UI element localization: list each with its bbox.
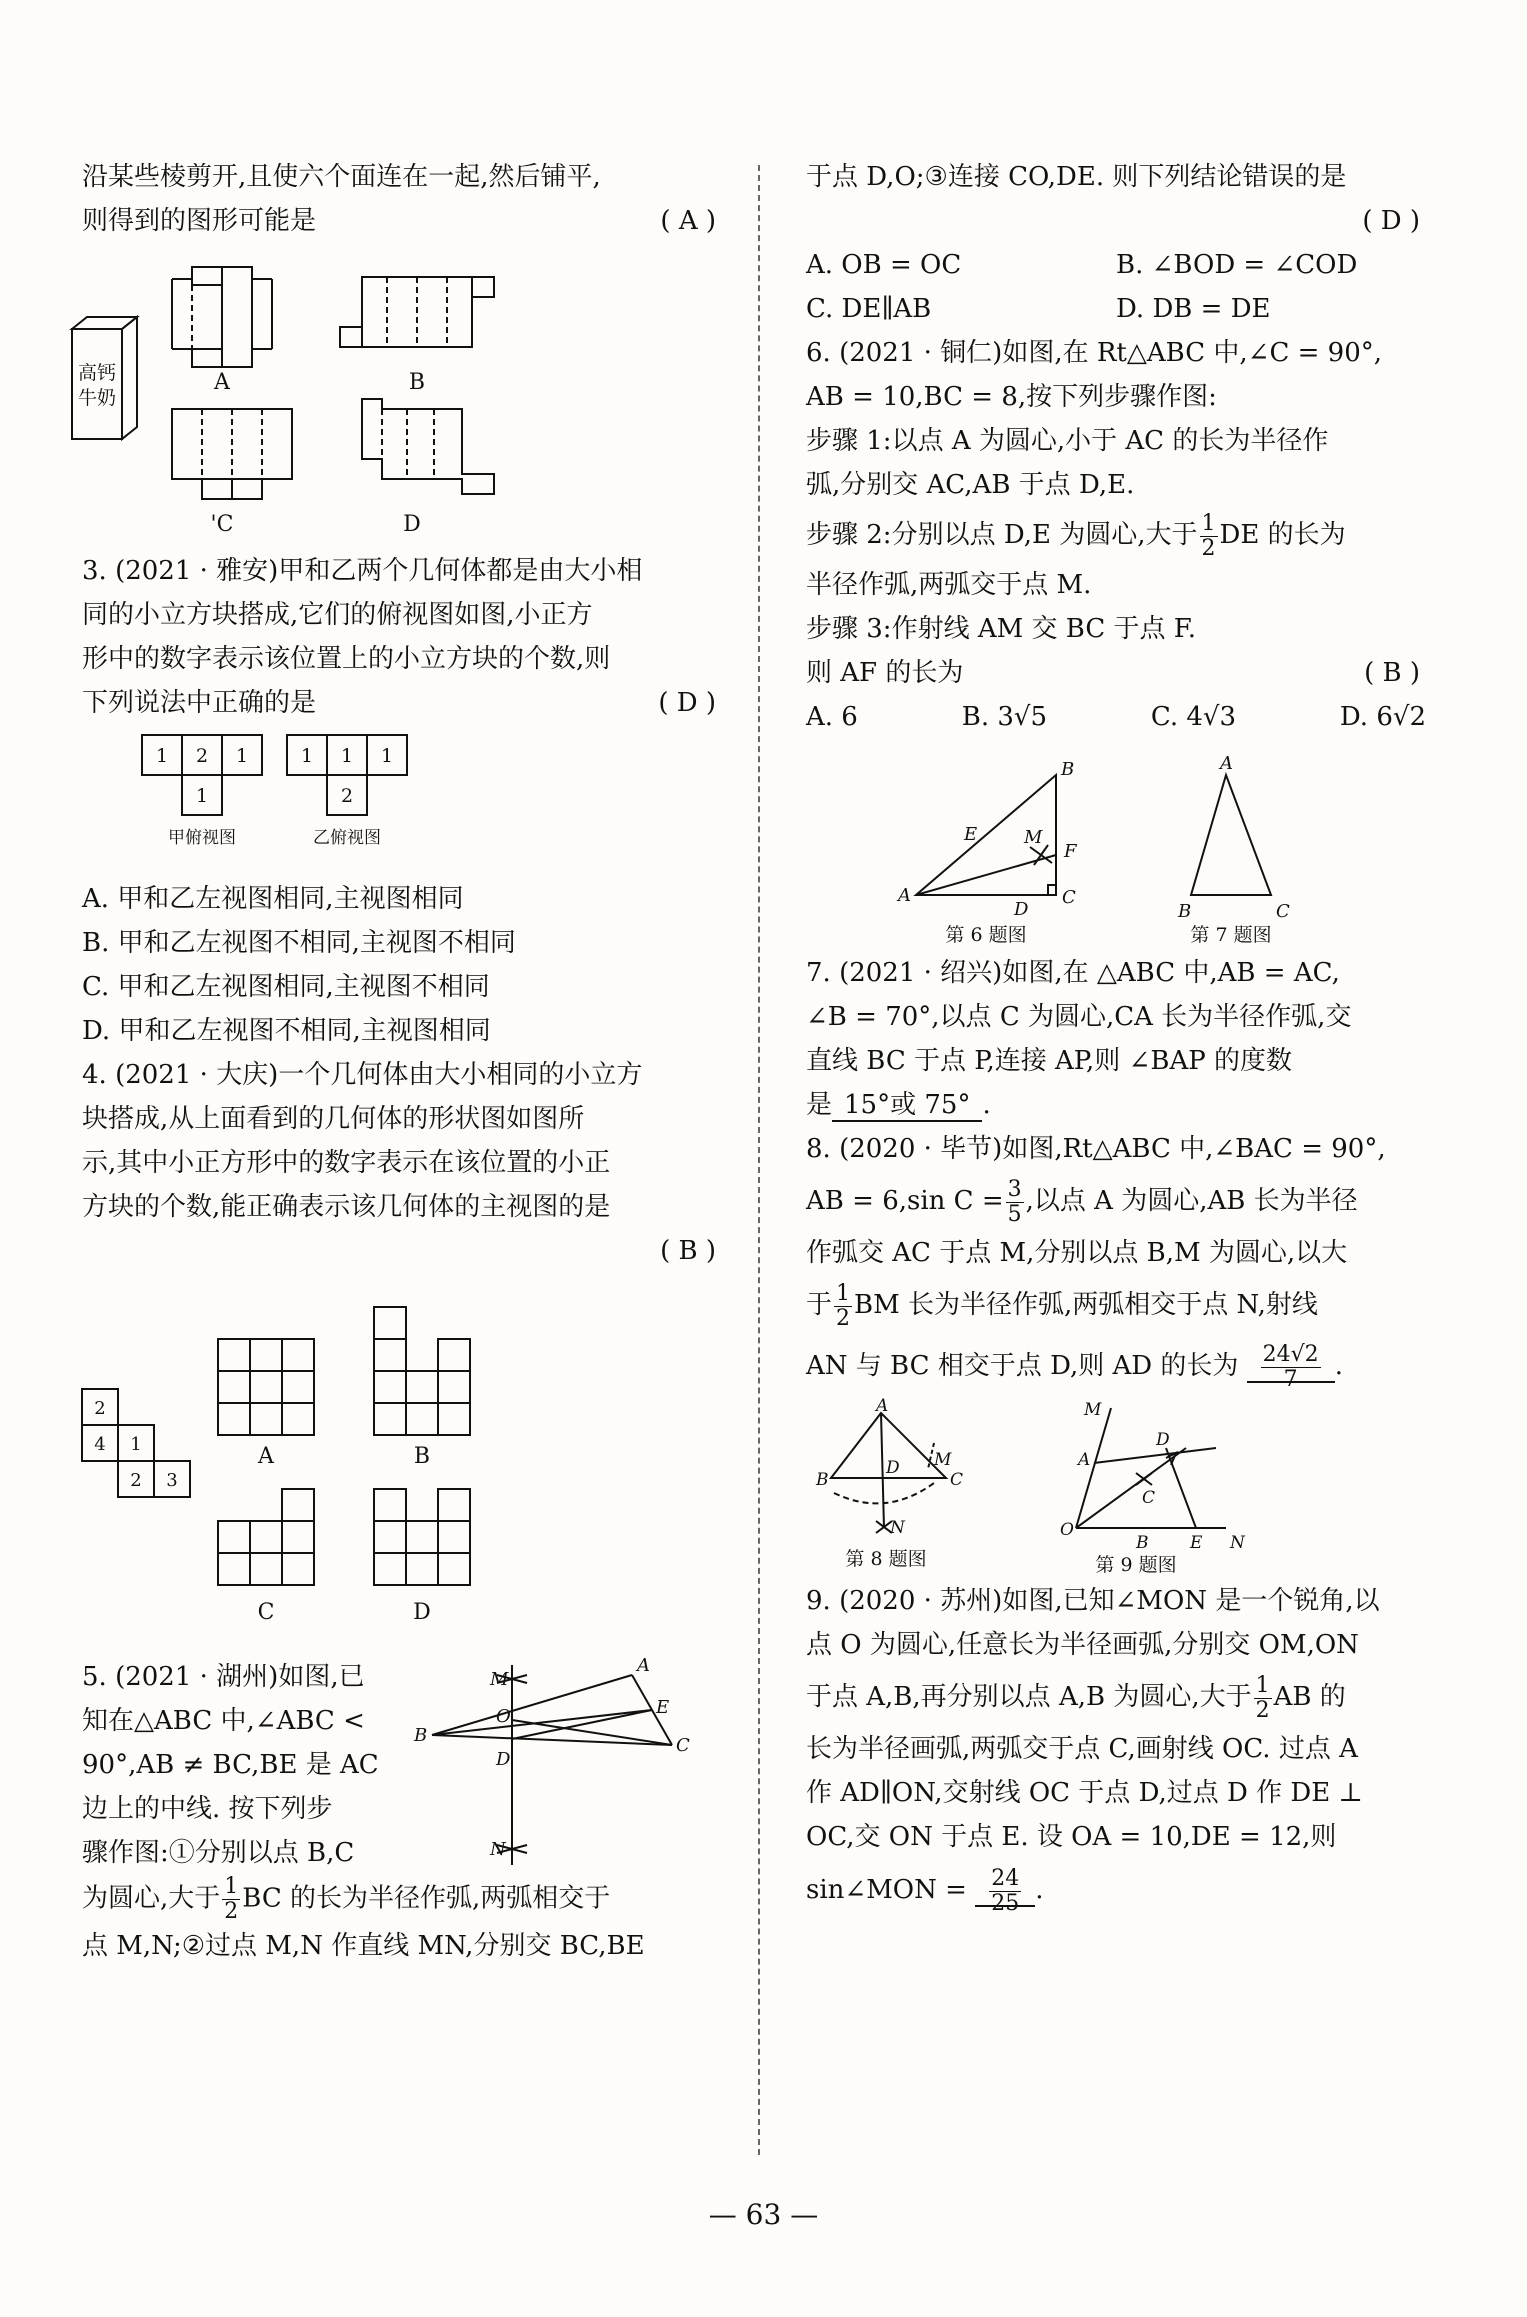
fig7-caption: 第 7 题图 [1190, 924, 1272, 946]
fig8-label-c: C [950, 1470, 964, 1490]
q9-line7: sin∠MON = $\frac{24}{25}$ . [806, 1865, 1044, 1916]
page-number: — 63 — [708, 2198, 819, 2231]
q5-label-o: O [496, 1706, 511, 1727]
jia-cell-3: 1 [235, 745, 249, 767]
q5-line7: 点 M,N;②过点 M,N 作直线 MN,分别交 BC,BE [82, 1931, 645, 1961]
fig9-label-m: M [1084, 1400, 1102, 1420]
q3-option-c: C. 甲和乙左视图相同,主视图不相同 [82, 972, 490, 1002]
net-a [172, 267, 272, 367]
right-column [806, 155, 1426, 1921]
fig7-label-a: A [1220, 753, 1233, 774]
q6-line1: 6. (2021 · 铜仁)如图,在 Rt△ABC 中,∠C = 90°, [806, 338, 1382, 368]
q7-line3: 直线 BC 于点 P,连接 AP,则 ∠BAP 的度数 [806, 1046, 1292, 1076]
q6-q7-figures [806, 745, 1426, 945]
q5-line5: 骤作图:①分别以点 B,C [82, 1838, 355, 1868]
net-b [340, 277, 494, 347]
q2-line1: 沿某些棱剪开,且使六个面连在一起,然后铺平, [82, 162, 601, 192]
fig6-label-f: F [1064, 841, 1077, 862]
q6-line2: AB = 10,BC = 8,按下列步骤作图: [806, 382, 1217, 412]
q6-line4: 弧,分别交 AC,AB 于点 D,E. [806, 470, 1135, 500]
fig8-label-m: M [934, 1450, 952, 1470]
q4-label-b: B [413, 1444, 431, 1469]
q6-option-d: D. 6√2 [1339, 702, 1426, 732]
fig8-caption: 第 8 题图 [845, 1548, 927, 1570]
jia-caption: 甲俯视图 [168, 828, 236, 848]
q5-label-c: C [676, 1735, 690, 1756]
q5-options-row1 [806, 243, 1426, 287]
fig9-label-b: B [1136, 1533, 1149, 1553]
q4-option-d-view [374, 1489, 470, 1585]
fig9-angle [1076, 1408, 1226, 1528]
fig9-label-e: E [1190, 1533, 1203, 1553]
q7-line2: ∠B = 70°,以点 C 为圆心,CA 长为半径作弧,交 [806, 1002, 1352, 1032]
q4-answer-line [82, 1229, 722, 1273]
yi-cell-3: 1 [380, 745, 394, 767]
q2-figure [77, 249, 722, 689]
q8-line3: 作弧交 AC 于点 M,分别以点 B,M 为圆心,以大 [806, 1238, 1348, 1268]
q8-fraction-sin: $\frac{3}{5}$ [1007, 1176, 1022, 1227]
fig6-label-c: C [1062, 887, 1076, 908]
q8-q9-svg [806, 1396, 1426, 1576]
fig9-label-a: A [1078, 1450, 1091, 1470]
q2-nets-svg [77, 249, 722, 689]
q4-cell-3: 1 [130, 1434, 142, 1455]
fig9-label-o: O [1060, 1520, 1074, 1540]
q7-line4: 是 15°或 75° . [806, 1090, 991, 1120]
q4-label-a: A [258, 1444, 274, 1469]
q5-line6: 为圆心,大于 $\frac{1}{2}$ BC 的长为半径作弧,两弧相交于 [82, 1874, 611, 1924]
q5c-answer-line [806, 199, 1426, 243]
q5-option-b: B. ∠BOD = ∠COD [1116, 250, 1358, 280]
q4-line2: 块搭成,从上面看到的几何体的形状图如图所 [82, 1104, 585, 1134]
fig6-label-a: A [898, 885, 911, 906]
q5-label-e: E [656, 1697, 670, 1718]
column-divider [758, 165, 760, 2155]
q4-line3: 示,其中小正方形中的数字表示在该位置的小正 [82, 1148, 611, 1178]
q5-answer: ( D ) [1362, 206, 1420, 236]
q8-line2: AB = 6,sin C = $\frac{3}{5}$ ,以点 A 为圆心,AB 长为半径 [806, 1176, 1358, 1227]
fig6-caption: 第 6 题图 [945, 924, 1027, 946]
fig9-label-d: D [1156, 1430, 1170, 1450]
q5-option-a: A. OB = OC [806, 250, 962, 280]
q2-answer: ( A ) [660, 206, 716, 236]
q3-line2: 同的小立方块搭成,它们的俯视图如图,小正方 [82, 600, 593, 630]
q9-line2: 点 O 为圆心,任意长为半径画弧,分别交 OM,ON [806, 1630, 1359, 1660]
q8-q9-figures [806, 1396, 1426, 1576]
q6-line3: 步骤 1:以点 A 为圆心,小于 AC 的长为半径作 [806, 426, 1329, 456]
q5-option-d: D. DB = DE [1116, 294, 1271, 324]
jia-cell-4: 1 [195, 785, 209, 807]
q3-option-a: A. 甲和乙左视图相同,主视图相同 [82, 884, 464, 914]
q5-label-n: N [490, 1839, 506, 1860]
q6-line7: 步骤 3:作射线 AM 交 BC 于点 F. [806, 614, 1197, 644]
fig8-label-n: N [890, 1518, 905, 1538]
q3-line3: 形中的数字表示该位置上的小立方块的个数,则 [82, 644, 611, 674]
net-a-label: A [214, 370, 230, 395]
q4-label-c: C [257, 1600, 275, 1625]
q8-line4: 于 $\frac{1}{2}$ BM 长为半径作弧,两弧相交于点 N,射线 [806, 1280, 1318, 1331]
q5-line4: 边上的中线. 按下列步 [82, 1794, 333, 1824]
fig9-caption: 第 9 题图 [1095, 1554, 1177, 1576]
q8-line1: 8. (2020 · 毕节)如图,Rt△ABC 中,∠BAC = 90°, [806, 1134, 1386, 1164]
q9-answer: $\frac{24}{25}$ [975, 1875, 1035, 1907]
yi-cell-1: 1 [300, 745, 314, 767]
carton-text-2: 牛奶 [77, 387, 117, 409]
q3-answer: ( D ) [658, 688, 716, 718]
q4-option-a-view [218, 1339, 314, 1435]
q9-line4: 长为半径画弧,两弧交于点 C,画射线 OC. 过点 A [806, 1734, 1358, 1764]
q4-label-d: D [413, 1600, 431, 1625]
q6-line5: 步骤 2:分别以点 D,E 为圆心,大于 $\frac{1}{2}$ DE 的长为 [806, 510, 1346, 561]
q4-line1: 4. (2021 · 大庆)一个几何体由大小相同的小立方 [82, 1060, 643, 1090]
q6-line6: 半径作弧,两弧交于点 M. [806, 570, 1092, 600]
q4-option-c-view [218, 1489, 314, 1585]
q5-line2: 知在△ABC 中,∠ABC < [82, 1706, 365, 1736]
carton-text-1: 高钙 [77, 362, 117, 384]
fig6-label-e: E [964, 824, 978, 845]
q6-option-b: B. 3√5 [961, 702, 1048, 732]
fig8-label-b: B [816, 1470, 829, 1490]
fig9-label-c: C [1142, 1488, 1156, 1508]
q2-line2: 则得到的图形可能是 ( A ) [82, 199, 722, 243]
q4-views-svg [82, 1279, 722, 1649]
q4-cell-5: 3 [166, 1470, 178, 1491]
q6-answer: ( B ) [1364, 658, 1420, 688]
fig7-label-c: C [1276, 901, 1290, 922]
q6-fraction: $\frac{1}{2}$ [1201, 510, 1216, 561]
q9-line3: 于点 A,B,再分别以点 A,B 为圆心,大于 $\frac{1}{2}$ AB 的 [806, 1672, 1346, 1723]
q5-label-a: A [637, 1655, 650, 1676]
q5-option-c: C. DE∥AB [806, 294, 932, 324]
q4-cell-2: 4 [94, 1434, 106, 1455]
q3-option-b: B. 甲和乙左视图不相同,主视图不相同 [82, 928, 516, 958]
q6-q7-svg [806, 745, 1426, 945]
q9-line1: 9. (2020 · 苏州)如图,已知∠MON 是一个锐角,以 [806, 1586, 1380, 1616]
q5-label-b: B [414, 1725, 428, 1746]
q6-option-c: C. 4√3 [1150, 702, 1237, 732]
q9-line6: OC,交 ON 于点 E. 设 OA = 10,DE = 12,则 [806, 1822, 1337, 1852]
yi-caption: 乙俯视图 [313, 828, 381, 848]
q6-line8: 则 AF 的长为 ( B ) [806, 651, 1426, 695]
fig7-triangle [1191, 775, 1271, 895]
q5-line1: 5. (2021 · 湖州)如图,已 [82, 1662, 365, 1692]
fig6-label-b: B [1061, 759, 1075, 780]
q5-label-m: M [490, 1669, 509, 1690]
fig9-label-n: N [1230, 1533, 1245, 1553]
q5-figure [412, 1655, 712, 1875]
left-column [77, 155, 722, 1968]
q4-cell-1: 2 [94, 1398, 106, 1419]
net-c [172, 409, 292, 499]
fig8-label-a: A [876, 1396, 889, 1416]
q8-answer: $\frac{24√2}{7}$ [1247, 1351, 1335, 1383]
q3-line1: 3. (2021 · 雅安)甲和乙两个几何体都是由大小相 [82, 556, 643, 586]
fig8-label-d: D [886, 1458, 900, 1478]
net-c-label: 'C [210, 512, 234, 537]
q9-fraction: $\frac{1}{2}$ [1255, 1672, 1270, 1723]
q4-line4: 方块的个数,能正确表示该几何体的主视图的是 [82, 1192, 611, 1222]
q6-option-a: A. 6 [806, 702, 858, 732]
q5-block [82, 1655, 722, 1875]
fig7-label-b: B [1178, 901, 1192, 922]
q6-options [806, 695, 1426, 739]
q4-figure [82, 1279, 722, 1649]
fig6-label-m: M [1024, 827, 1043, 848]
net-d-label: D [403, 512, 421, 537]
q4-option-b-view [374, 1307, 470, 1435]
yi-cell-4: 2 [340, 785, 354, 807]
q5-options-row2 [806, 287, 1426, 331]
net-d [362, 399, 494, 494]
q8-line5: AN 与 BC 相交于点 D,则 AD 的长为 $\frac{24√2}{7}$ . [806, 1341, 1343, 1392]
yi-cell-2: 1 [340, 745, 354, 767]
q3-figure [82, 731, 722, 871]
fig6-label-d: D [1014, 899, 1029, 920]
q8-fraction-half: $\frac{1}{2}$ [836, 1280, 851, 1331]
jia-cell-1: 1 [155, 745, 169, 767]
q4-answer: ( B ) [660, 1236, 716, 1266]
jia-cell-2: 2 [195, 745, 209, 767]
q5-fraction: $\frac{1}{2}$ [224, 1874, 239, 1924]
q9-line5: 作 AD∥ON,交射线 OC 于点 D,过点 D 作 DE ⊥ [806, 1778, 1363, 1808]
net-b-label: B [408, 370, 426, 395]
q3-line4: 下列说法中正确的是 ( D ) [82, 681, 722, 725]
q5-line3: 90°,AB ≠ BC,BE 是 AC [82, 1750, 379, 1780]
q4-cell-4: 2 [130, 1470, 142, 1491]
q3-option-d: D. 甲和乙左视图不相同,主视图相同 [82, 1016, 491, 1046]
q3-topviews-svg [82, 731, 722, 871]
q5c-line1: 于点 D,O;③连接 CO,DE. 则下列结论错误的是 [806, 162, 1347, 192]
q5-label-d: D [496, 1749, 511, 1770]
q7-line1: 7. (2021 · 绍兴)如图,在 △ABC 中,AB = AC, [806, 958, 1340, 988]
q7-answer: 15°或 75° [832, 1090, 982, 1122]
